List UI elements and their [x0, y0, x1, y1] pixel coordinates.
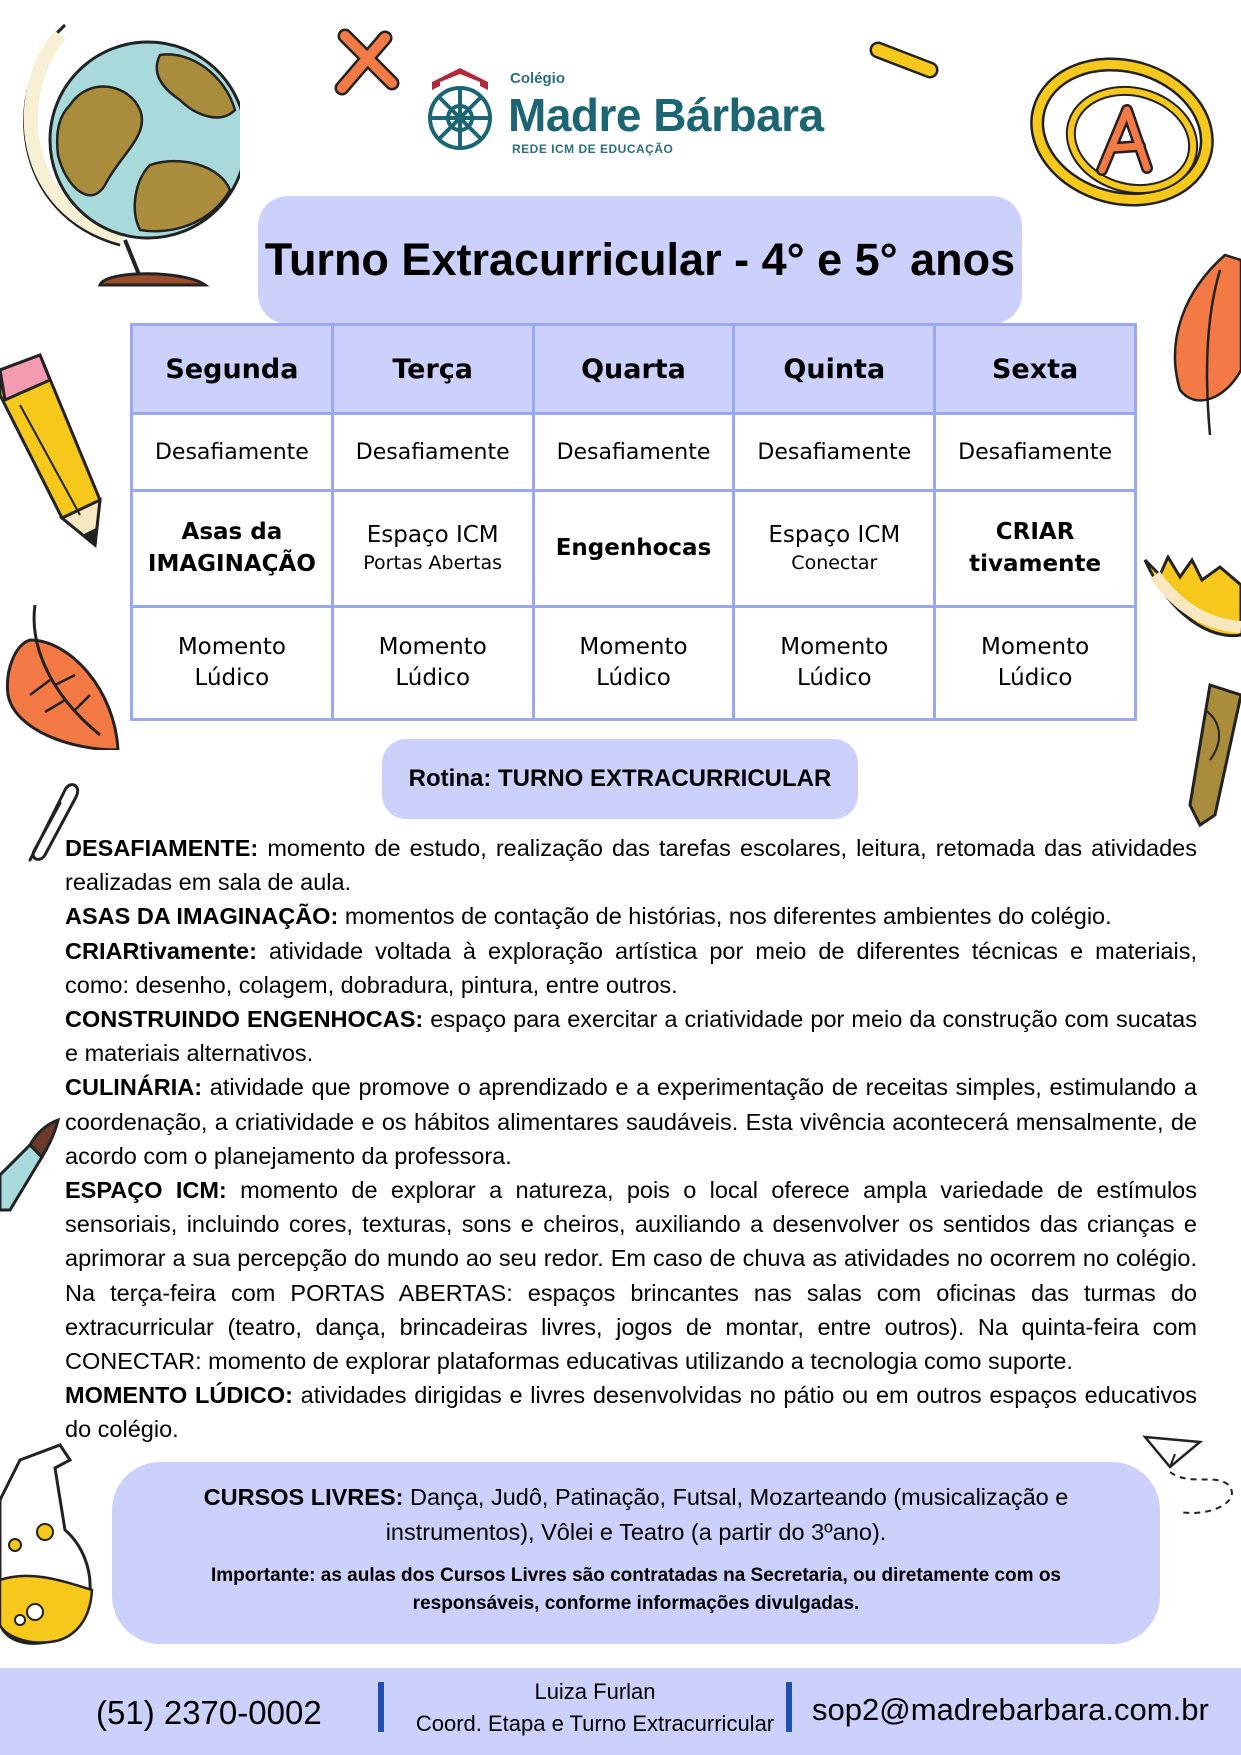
cell-line: Lúdico [596, 665, 671, 691]
description-term: DESAFIAMENTE: [65, 835, 259, 861]
coordinator [400, 1676, 790, 1740]
cell-line: Lúdico [194, 665, 270, 691]
footer-divider [378, 1682, 384, 1732]
description-text: atividade voltada à exploração artística por meio de diferentes técnicas e materiais, como: desenho, colagem, dobradura, pintura, entre outros. [65, 937, 1197, 998]
table-cell [332, 607, 533, 720]
day-header: Quarta [533, 325, 734, 414]
description-item [65, 1070, 1197, 1173]
paintbrush-icon [0, 1115, 60, 1215]
table-cell: Desafiamente [734, 414, 935, 491]
cell-line: IMAGINAÇÃO [147, 550, 316, 577]
cell-line: Momento [378, 633, 487, 660]
footer [0, 1668, 1241, 1755]
day-header: Segunda [132, 325, 333, 414]
table-cell: Desafiamente [132, 414, 333, 491]
description-term: MOMENTO LÚDICO: [65, 1382, 293, 1409]
cell-line: Momento [177, 633, 286, 660]
pencil-icon [0, 350, 120, 550]
description-text: momento de estudo, realização das tarefas escolares, leitura, retomada das atividades realizadas em sala de aula. [65, 835, 1197, 896]
cell-line: Momento [579, 633, 688, 660]
cell-line: Momento [780, 633, 889, 660]
description-term: CRIARtivamente: [65, 937, 257, 964]
cell-line: tivamente [969, 550, 1102, 577]
courses-text: Dança, Judô, Patinação, Futsal, Mozarteando (musicalização e instrumentos), Vôlei e Teatro (a partir do 3ºano). [385, 1484, 1069, 1545]
description-term: CULINÁRIA: [65, 1074, 203, 1101]
table-cell: Desafiamente [332, 414, 533, 491]
courses-list [152, 1480, 1120, 1550]
cell-subline: Conectar [791, 552, 878, 575]
description-item [65, 934, 1197, 1002]
table-cell: Desafiamente [935, 414, 1136, 491]
page-title: Turno Extracurricular - 4° e 5° anos [264, 234, 1016, 285]
table-cell [935, 491, 1136, 607]
table-header-row [132, 325, 1136, 414]
courses-note: Importante: as aulas dos Cursos Livres são contratadas na Secretaria, ou diretamente com os responsáveis, conforme informações divulgadas. [210, 1565, 1061, 1614]
day-header: Quinta [734, 325, 935, 414]
descriptions [65, 831, 1197, 1447]
table-row [132, 607, 1136, 720]
table-cell [332, 491, 533, 607]
school-logo [420, 60, 850, 160]
courses-term: CURSOS LIVRES: [203, 1484, 404, 1510]
autumn-leaf-icon [0, 600, 125, 750]
dash-icon [868, 40, 940, 82]
table-cell [533, 607, 734, 720]
table-cell: Desafiamente [533, 414, 734, 491]
crayon-icon [1170, 680, 1241, 830]
cell-line: Lúdico [395, 665, 471, 691]
table-row [132, 491, 1136, 607]
description-text: atividade que promove o aprendizado e a experimentação de receitas simples, estimulando a coordenação, a criatividade e os hábitos alimentares saudáveis. Esta vivência acontecerá mensalmente, de acordo com o planejamento da professora. [65, 1074, 1197, 1169]
cell-subline: Portas Abertas [363, 552, 503, 575]
table-cell [132, 607, 333, 720]
description-term: CONSTRUINDO ENGENHOCAS: [65, 1006, 424, 1033]
grade-a-icon [1022, 40, 1222, 225]
cell-line: Lúdico [796, 665, 872, 691]
description-text: espaço para exercitar a criatividade por meio da construção com sucatas e materiais alternativos. [65, 1006, 1197, 1067]
table-cell [734, 491, 935, 607]
cell-line: Espaço ICM [768, 522, 901, 549]
day-header: Terça [332, 325, 533, 414]
description-item [65, 1002, 1197, 1070]
footer-divider [786, 1682, 792, 1732]
table-row [132, 414, 1136, 491]
cell-line: Engenhocas [555, 534, 712, 561]
coordinator-name: Luiza Furlan [534, 1679, 656, 1704]
day-header: Sexta [935, 325, 1136, 414]
coordinator-role: Coord. Etapa e Turno Extracurricular [415, 1711, 775, 1736]
description-text: atividades dirigidas e livres desenvolvidas no pátio ou em outros espaços educativos do colégio. [65, 1382, 1198, 1443]
cross-icon [330, 28, 400, 98]
description-text: momento de explorar a natureza, pois o local oferece ampla variedade de estímulos sensoriais, incluindo cores, texturas, sons e cheiros, auxiliando a desenvolver os sentidos das crianças e aprimorar a sua percepção do mundo ao seu redor. Em caso de chuva as atividades no ocorrem no colégio. Na terça-feira com PORTAS ABERTAS: espaços brincantes nas salas com oficinas das turmas do extracurricular (teatro, dança, brincadeiras livres, jogos de montar, entre outros). Na quinta-feira com CONECTAR: momento de explorar plataformas educativas utilizando a tecnologia como suporte. [65, 1177, 1197, 1375]
table-cell [132, 491, 333, 607]
routine-label: Rotina: TURNO EXTRACURRICULAR [382, 739, 858, 819]
table-cell [734, 607, 935, 720]
description-term: ASAS DA IMAGINAÇÃO: [65, 903, 339, 930]
description-text: momentos de contação de histórias, nos diferentes ambientes do colégio. [338, 903, 1112, 930]
logo-small-text: Colégio [510, 70, 565, 87]
description-item [65, 1173, 1197, 1378]
cell-line: Espaço ICM [366, 522, 499, 549]
courses-box [112, 1462, 1160, 1644]
table-cell [533, 491, 734, 607]
logo-emblem-icon [420, 60, 500, 155]
globe-icon [10, 15, 240, 300]
phone-number[interactable]: (51) 2370-0002 [96, 1694, 322, 1731]
brush-icon [1140, 555, 1241, 675]
description-term: ESPAÇO ICM: [65, 1177, 227, 1204]
schedule-table [130, 323, 1137, 721]
description-item [65, 1378, 1197, 1446]
cell-line: Lúdico [997, 665, 1073, 691]
table-cell [935, 607, 1136, 720]
logo-subtitle: REDE ICM DE EDUCAÇÃO [512, 142, 674, 156]
title-banner [258, 196, 1022, 324]
logo-name: Madre Bárbara [508, 89, 824, 141]
leaf-icon [1165, 250, 1241, 440]
cell-line: Asas da [181, 519, 283, 546]
flask-icon [0, 1440, 100, 1650]
email-address[interactable]: sop2@madrebarbara.com.br [812, 1692, 1209, 1727]
description-item [65, 831, 1197, 899]
description-item [65, 899, 1197, 933]
cell-line: Momento [981, 633, 1090, 660]
cell-line: CRIAR [995, 519, 1075, 546]
